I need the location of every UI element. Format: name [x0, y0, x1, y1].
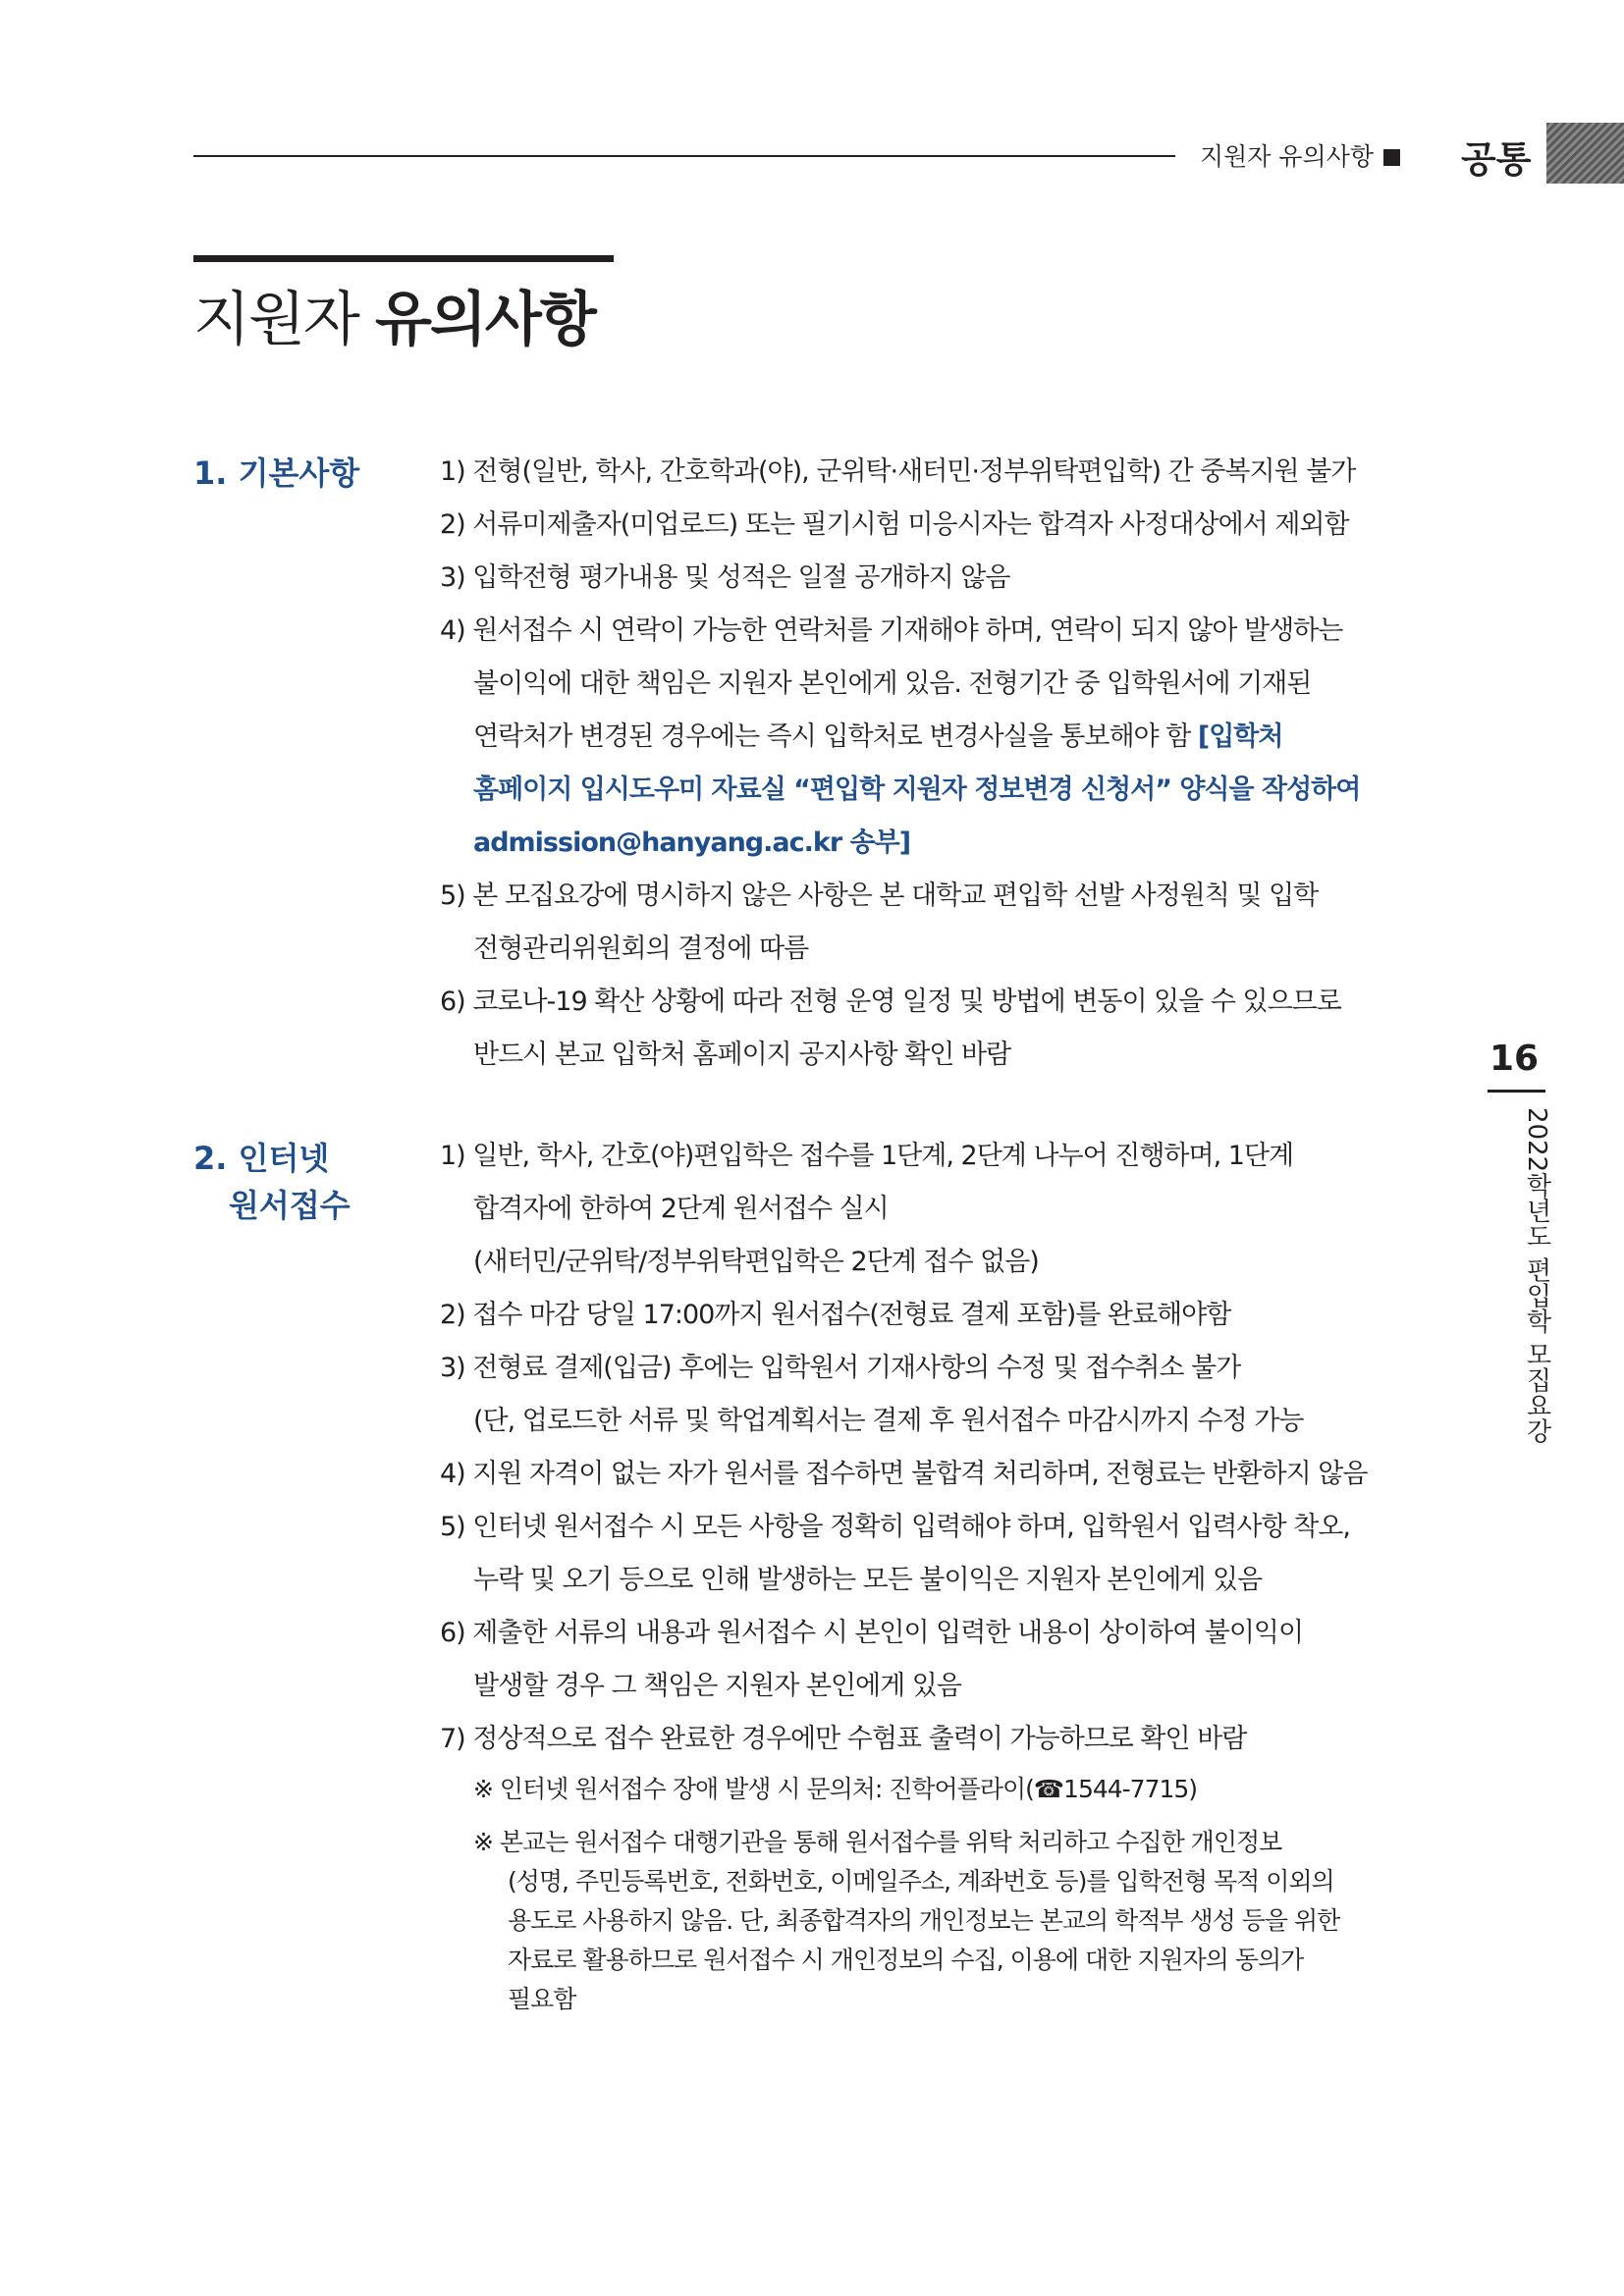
section-basic-list [440, 446, 1412, 1082]
header-section-label-text: 지원자 유의사항 [1200, 142, 1374, 171]
highlight-text: [입학처 [1197, 721, 1283, 752]
note-line: 용도로 사용하지 않음. 단, 최종합격자의 개인정보는 본교의 학적부 생성 등을 위한 [508, 1906, 1340, 1935]
page-number-rule [1488, 1090, 1545, 1093]
item-line-text: 연락처가 변경된 경우에는 즉시 입학처로 변경사실을 통보해야 함 [473, 721, 1198, 752]
item-line: 발생할 경우 그 책임은 지원자 본인에게 있음 [473, 1671, 961, 1701]
list-item [440, 605, 1412, 870]
highlight-email-text: admission@hanyang.ac.kr 송부] [473, 828, 911, 858]
header-tab-marker [1546, 123, 1624, 184]
note-contact [440, 1770, 1412, 1809]
item-line: 7) 정상적으로 접수 완료한 경우에만 수험표 출력이 가능하므로 확인 바람 [440, 1724, 1247, 1754]
section-heading-line: 2. 인터넷 [193, 1140, 330, 1177]
side-document-title: 2022학년도 편입학 모집요강 [1522, 1107, 1551, 1444]
page-title-bold: 유의사항 [374, 286, 595, 354]
header-tab-title: 공통 [1461, 138, 1532, 181]
item-line: 누락 및 오기 등으로 인해 발생하는 모든 불이익은 지원자 본인에게 있음 [473, 1565, 1263, 1595]
item-line: 3) 전형료 결제(입금) 후에는 입학원서 기재사항의 수정 및 접수취소 불가 [440, 1353, 1241, 1383]
title-rule [193, 255, 614, 262]
note-line: 자료로 활용하므로 원서접수 시 개인정보의 수집, 이용에 대한 지원자의 동의가 [508, 1946, 1304, 1974]
item-line: (단, 업로드한 서류 및 학업계획서는 결제 후 원서접수 마감시까지 수정 가능 [473, 1406, 1304, 1436]
item-line: (새터민/군위탁/정부위탁편입학은 2단계 접수 없음) [473, 1247, 1039, 1277]
list-item [440, 499, 1412, 552]
item-line [440, 711, 1412, 764]
item-line: 1) 일반, 학사, 간호(야)편입학은 접수를 1단계, 2단계 나누어 진행하며, 1단계 [440, 1141, 1294, 1171]
list-item [440, 552, 1412, 605]
list-item [440, 1448, 1412, 1501]
item-line: 4) 원서접수 시 연락이 가능한 연락처를 기재해야 하며, 연락이 되지 않아 발생하는 [440, 615, 1343, 646]
item-line: 3) 입학전형 평가내용 및 성적은 일절 공개하지 않음 [440, 562, 1010, 593]
item-line: 반드시 본교 입학처 홈페이지 공지사항 확인 바람 [473, 1040, 1011, 1070]
note-line: 필요함 [508, 1985, 576, 2013]
list-item [440, 1501, 1412, 1607]
section-heading-basic: 1. 기본사항 [193, 454, 360, 492]
section-heading-internet [193, 1135, 351, 1229]
note-line: ※ 인터넷 원서접수 장애 발생 시 문의처: 진학어플라이(☎1544-7715) [473, 1775, 1198, 1803]
item-line: 5) 본 모집요강에 명시하지 않은 사항은 본 대학교 편입학 선발 사정원칙 및 입학 [440, 881, 1319, 911]
note-privacy [440, 1823, 1412, 2019]
header-rule [193, 155, 1175, 157]
item-line: 합격자에 한하여 2단계 원서접수 실시 [473, 1194, 889, 1224]
note-line: ※ 본교는 원서접수 대행기관을 통해 원서접수를 위탁 처리하고 수집한 개인정보 [473, 1828, 1282, 1856]
list-item [440, 1713, 1412, 1766]
list-item [440, 1289, 1412, 1342]
page-number: 16 [1489, 1039, 1540, 1079]
section-heading-line: 원서접수 [229, 1187, 351, 1224]
list-item [440, 446, 1412, 499]
square-icon [1383, 149, 1400, 166]
item-line: 2) 서류미제출자(미업로드) 또는 필기시험 미응시자는 합격자 사정대상에서 제외함 [440, 509, 1349, 540]
item-line: 1) 전형(일반, 학사, 간호학과(야), 군위탁·새터민·정부위탁편입학) 간 중복지원 불가 [440, 456, 1356, 487]
section-internet-list [440, 1130, 1412, 2019]
item-line: 2) 접수 마감 당일 17:00까지 원서접수(전형료 결제 포함)를 완료해야함 [440, 1300, 1231, 1330]
item-line: 6) 제출한 서류의 내용과 원서접수 시 본인이 입력한 내용이 상이하여 불이익이 [440, 1618, 1304, 1648]
item-line: 불이익에 대한 책임은 지원자 본인에게 있음. 전형기간 중 입학원서에 기재된 [473, 668, 1312, 699]
item-line: 4) 지원 자격이 없는 자가 원서를 접수하면 불합격 처리하며, 전형료는 반환하지 않음 [440, 1459, 1368, 1489]
list-item [440, 870, 1412, 976]
list-item [440, 976, 1412, 1082]
list-item [440, 1342, 1412, 1448]
list-item [440, 1607, 1412, 1713]
note-line: (성명, 주민등록번호, 전화번호, 이메일주소, 계좌번호 등)를 입학전형 목적 이외의 [508, 1867, 1334, 1896]
item-line: 전형관리위원회의 결정에 따름 [473, 934, 809, 964]
list-item [440, 1130, 1412, 1289]
highlight-text: 홈페이지 입시도우미 자료실 “편입학 지원자 정보변경 신청서” 양식을 작성하여 [473, 774, 1361, 805]
header-section-label [1200, 137, 1400, 173]
page-title [193, 273, 595, 357]
page-title-regular: 지원자 [193, 286, 375, 354]
item-line: 5) 인터넷 원서접수 시 모든 사항을 정확히 입력해야 하며, 입학원서 입력사항 착오, [440, 1512, 1350, 1542]
item-line: 6) 코로나-19 확산 상황에 따라 전형 운영 일정 및 방법에 변동이 있을 수 있으므로 [440, 987, 1341, 1017]
